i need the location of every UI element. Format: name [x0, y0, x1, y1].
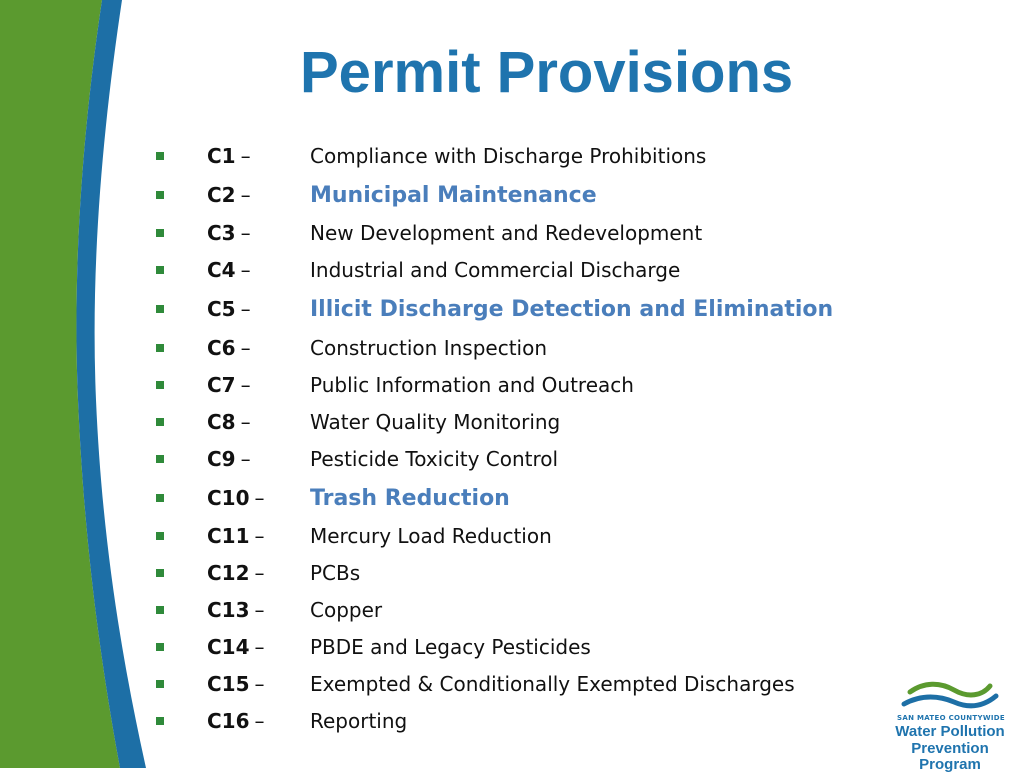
- provision-code: C5: [207, 297, 236, 321]
- provision-item-c5: [154, 294, 854, 324]
- bullet-icon: [156, 606, 164, 614]
- provision-description: Water Quality Monitoring: [310, 410, 561, 434]
- provision-dash: –: [240, 336, 251, 360]
- provision-code-wrap: [207, 410, 310, 434]
- provision-code: C7: [207, 373, 236, 397]
- provision-item-c6: [154, 333, 854, 363]
- provision-item-c3: [154, 218, 854, 248]
- provision-dash: –: [240, 183, 251, 207]
- provision-dash: –: [254, 709, 265, 733]
- bullet-icon: [156, 266, 164, 274]
- bullet-icon: [156, 152, 164, 160]
- provision-dash: –: [240, 144, 251, 168]
- program-logo: [884, 678, 1016, 773]
- provision-code: C10: [207, 486, 250, 510]
- provision-code: C9: [207, 447, 236, 471]
- provision-item-c4: [154, 255, 854, 285]
- provision-code-wrap: [207, 221, 310, 245]
- provision-item-c13: [154, 595, 854, 625]
- provision-code: C15: [207, 672, 250, 696]
- bullet-icon: [156, 717, 164, 725]
- provision-item-c10: [154, 483, 854, 513]
- provision-description: Public Information and Outreach: [310, 373, 634, 397]
- provision-description: Reporting: [310, 709, 408, 733]
- provision-code-wrap: [207, 561, 310, 585]
- provision-dash: –: [240, 447, 251, 471]
- provision-code: C13: [207, 598, 250, 622]
- provision-item-c1: [154, 141, 854, 171]
- provision-description: Pesticide Toxicity Control: [310, 447, 559, 471]
- provision-code: C4: [207, 258, 236, 282]
- logo-line-1: Water Pollution: [895, 723, 1005, 740]
- provision-description: Municipal Maintenance: [310, 182, 597, 208]
- provision-code: C14: [207, 635, 250, 659]
- page-title: Permit Provisions: [300, 40, 794, 105]
- bullet-icon: [156, 381, 164, 389]
- provision-code-wrap: [207, 672, 310, 696]
- bullet-icon: [156, 569, 164, 577]
- provision-description: Illicit Discharge Detection and Elimination: [310, 296, 834, 322]
- provision-code-wrap: [207, 598, 310, 622]
- bullet-icon: [156, 191, 164, 199]
- provision-code: C6: [207, 336, 236, 360]
- provision-dash: –: [254, 561, 265, 585]
- provision-dash: –: [240, 373, 251, 397]
- provision-description: PCBs: [310, 561, 361, 585]
- provision-description: Compliance with Discharge Prohibitions: [310, 144, 707, 168]
- provision-code: C1: [207, 144, 236, 168]
- provision-item-c15: [154, 669, 854, 699]
- provision-item-c7: [154, 370, 854, 400]
- provision-description: Exempted & Conditionally Exempted Discharges: [310, 672, 795, 696]
- bullet-icon: [156, 418, 164, 426]
- provision-code: C8: [207, 410, 236, 434]
- provision-item-c11: [154, 521, 854, 551]
- provision-item-c9: [154, 444, 854, 474]
- provision-dash: –: [254, 598, 265, 622]
- provision-code-wrap: [207, 447, 310, 471]
- provision-item-c2: [154, 180, 854, 210]
- provision-description: PBDE and Legacy Pesticides: [310, 635, 591, 659]
- provision-dash: –: [254, 524, 265, 548]
- provision-description: New Development and Redevelopment: [310, 221, 703, 245]
- provision-dash: –: [240, 258, 251, 282]
- bullet-icon: [156, 455, 164, 463]
- provision-item-c14: [154, 632, 854, 662]
- logo-tagline: SAN MATEO COUNTYWIDE: [897, 714, 1005, 722]
- provision-item-c8: [154, 407, 854, 437]
- provision-code: C16: [207, 709, 250, 733]
- provision-code-wrap: [207, 635, 310, 659]
- provision-item-c12: [154, 558, 854, 588]
- provision-description: Industrial and Commercial Discharge: [310, 258, 681, 282]
- provision-code: C2: [207, 183, 236, 207]
- provision-code-wrap: [207, 336, 310, 360]
- provision-dash: –: [240, 410, 251, 434]
- provision-dash: –: [254, 635, 265, 659]
- provision-code-wrap: [207, 373, 310, 397]
- bullet-icon: [156, 344, 164, 352]
- provision-code-wrap: [207, 709, 310, 733]
- provision-code: C12: [207, 561, 250, 585]
- provision-item-c16: [154, 706, 854, 736]
- bullet-icon: [156, 494, 164, 502]
- provision-description: Mercury Load Reduction: [310, 524, 552, 548]
- bullet-icon: [156, 305, 164, 313]
- bullet-icon: [156, 680, 164, 688]
- bullet-icon: [156, 643, 164, 651]
- provision-code-wrap: [207, 258, 310, 282]
- provision-code-wrap: [207, 144, 310, 168]
- provision-description: Construction Inspection: [310, 336, 548, 360]
- provision-code-wrap: [207, 297, 310, 321]
- provision-code-wrap: [207, 183, 310, 207]
- wave-icon: [884, 678, 1016, 714]
- provision-dash: –: [254, 486, 265, 510]
- bullet-icon: [156, 229, 164, 237]
- bullet-icon: [156, 532, 164, 540]
- provision-code: C3: [207, 221, 236, 245]
- provision-code-wrap: [207, 524, 310, 548]
- provision-dash: –: [240, 297, 251, 321]
- provision-description: Copper: [310, 598, 383, 622]
- provision-code: C11: [207, 524, 250, 548]
- provision-dash: –: [254, 672, 265, 696]
- provision-code-wrap: [207, 486, 310, 510]
- provision-description: Trash Reduction: [310, 485, 510, 511]
- logo-line-2: Prevention Program: [911, 740, 989, 773]
- provision-dash: –: [240, 221, 251, 245]
